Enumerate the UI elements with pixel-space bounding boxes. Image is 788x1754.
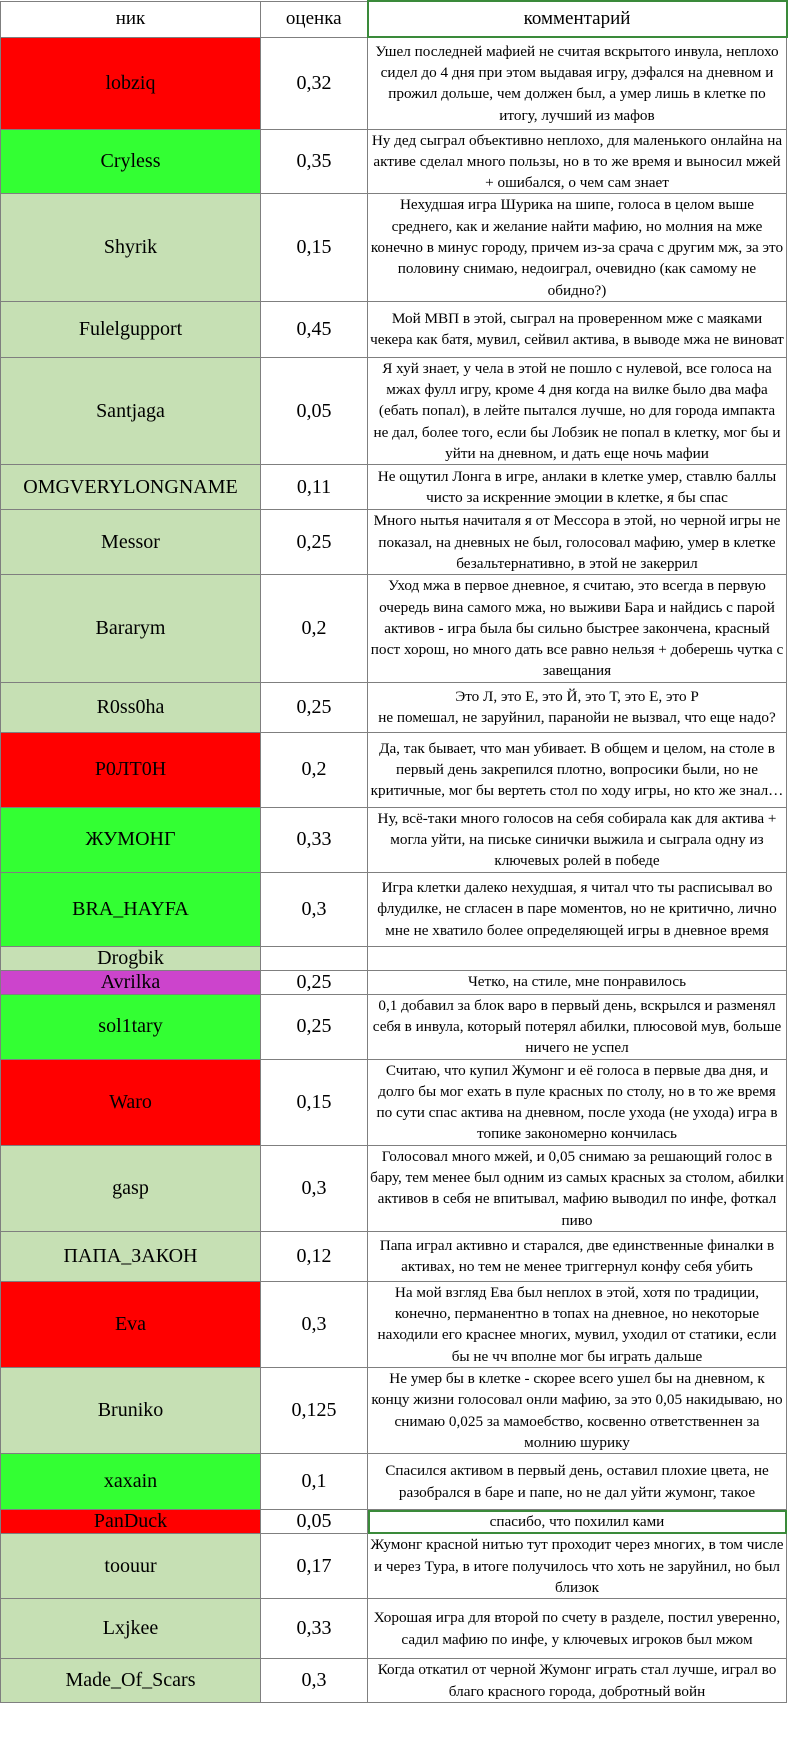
comment-cell[interactable]: Спасился активом в первый день, оставил плохие цвета, не разобрался в баре и папе, но не дал уйти жумонг, такое [368,1454,787,1510]
score-cell[interactable]: 0,3 [261,1145,368,1231]
table-body [1,1,787,1703]
table-row [1,194,787,301]
nick-cell[interactable]: Cryless [1,129,261,194]
nick-cell[interactable]: PanDuck [1,1510,261,1534]
score-cell[interactable]: 0,05 [261,357,368,464]
score-cell[interactable]: 0,25 [261,682,368,732]
table-row [1,682,787,732]
score-cell[interactable]: 0,125 [261,1368,368,1454]
score-cell[interactable]: 0,33 [261,1599,368,1659]
comment-cell[interactable]: Голосовал много мжей, и 0,05 снимаю за решающий голос в бару, тем менее был одним из самых красных за столом, абилки активов в себя не впитывал, мафию выводил по инфе, фоткал пиво [368,1145,787,1231]
comment-cell[interactable]: Четко, на стиле, мне понравилось [368,970,787,994]
comment-cell[interactable]: Нехудшая игра Шурика на шипе, голоса в целом выше среднего, как и желание найти мафию, но молния на мже конечно в минус городу, причем из-за срача с другим мж, за это половину снимаю, недоиграл, очевидно (как самому не обидно?) [368,194,787,301]
comment-cell[interactable]: Уход мжа в первое дневное, я считаю, это всегда в первую очередь вина самого мжа, но выживи Бара и найдись с парой активов - игра была бы сильно быстрее закончена, красный пост хорош, но много дать все равно нельзя + доберешь чутка с завещания [368,575,787,682]
table-row [1,465,787,510]
nick-cell[interactable]: Fulelgupport [1,301,261,357]
table-row [1,1454,787,1510]
nick-cell[interactable]: Drogbik [1,946,261,970]
table-row [1,946,787,970]
table-row [1,1059,787,1145]
score-cell[interactable]: 0,1 [261,1454,368,1510]
comment-cell[interactable]: Это Л, это Е, это Й, это Т, это Е, это Р не помешал, не заруйнил, паранойи не вызвал, что еще надо? [368,682,787,732]
comment-cell[interactable]: Жумонг красной нитью тут проходит через многих, в том числе и через Тура, в итоге получилось что хоть не заруйнил, но был близок [368,1534,787,1599]
score-cell[interactable]: 0,12 [261,1231,368,1281]
nick-cell[interactable]: BRA_HAYFA [1,872,261,946]
table-row [1,129,787,194]
table-row [1,301,787,357]
comment-cell[interactable]: Хорошая игра для второй по счету в разделе, постил уверенно, садил мафию по инфе, у ключевых игроков был мжом [368,1599,787,1659]
table-row [1,1281,787,1367]
table-row [1,37,787,129]
score-cell[interactable]: 0,11 [261,465,368,510]
table-row [1,575,787,682]
comment-cell[interactable] [368,946,787,970]
header-score[interactable]: оценка [261,1,368,37]
score-cell[interactable]: 0,25 [261,970,368,994]
score-cell[interactable]: 0,3 [261,1659,368,1703]
nick-cell[interactable]: Waro [1,1059,261,1145]
score-cell[interactable]: 0,17 [261,1534,368,1599]
nick-cell[interactable]: Eva [1,1281,261,1367]
comment-cell[interactable]: Папа играл активно и старался, две единственные финалки в активах, но тем не менее триггернул конфу себя убить [368,1231,787,1281]
score-cell[interactable] [261,946,368,970]
nick-cell[interactable]: gasp [1,1145,261,1231]
comment-cell[interactable]: Я хуй знает, у чела в этой не пошло с нулевой, все голоса на мжах фулл игру, кроме 4 дня когда на вилке было два мафа (ебать попал), в лейте пытался лучше, но для города импакта не дал, более того, если бы Лобзик не попал в клетку, мог бы и уйти на дневном, и дать еще ночь мафии [368,357,787,464]
table-row [1,1368,787,1454]
score-cell[interactable]: 0,33 [261,807,368,872]
nick-cell[interactable]: Shyrik [1,194,261,301]
score-cell[interactable]: 0,35 [261,129,368,194]
score-cell[interactable]: 0,2 [261,575,368,682]
comment-cell[interactable]: Да, так бывает, что ман убивает. В общем и целом, на столе в первый день закрепился плотно, вопросики были, но не критичные, мог бы вертеть стол по ходу игры, но кто же знал… [368,732,787,807]
comment-cell[interactable]: Мой МВП в этой, сыграл на проверенном мже с маяками чекера как батя, мувил, сейвил актива, в выводе мжа не виноват [368,301,787,357]
comment-cell[interactable]: Много нытья начиталя я от Мессора в этой, но черной игры не показал, на дневных не был, голосовал мафию, умер в клетке безальтернативно, в этой не закеррил [368,510,787,575]
score-cell[interactable]: 0,3 [261,872,368,946]
table-row [1,872,787,946]
comment-cell[interactable]: 0,1 добавил за блок варо в первый день, вскрылся и разменял себя в инвула, который потерял абилки, плюсовой мув, больше ничего не успел [368,994,787,1059]
nick-cell[interactable]: toouur [1,1534,261,1599]
nick-cell[interactable]: Avrilka [1,970,261,994]
header-nick[interactable]: ник [1,1,261,37]
table-row [1,807,787,872]
score-cell[interactable]: 0,05 [261,1510,368,1534]
nick-cell[interactable]: ПАПА_ЗАКОН [1,1231,261,1281]
comment-cell[interactable]: Ну дед сыграл объективно неплохо, для маленького онлайна на активе сделал много пользы, но в то же время и выносил мжей + ошибался, о чем сам знает [368,129,787,194]
comment-cell[interactable]: Ушел последней мафией не считая вскрытого инвула, неплохо сидел до 4 дня при этом выдавая игру, дэфался на дневном и прожил дольше, чем должен был, а умер лишь в клетке по итогу, лучший из мафов [368,37,787,129]
comment-cell[interactable]: Считаю, что купил Жумонг и её голоса в первые два дня, и долго бы мог ехать в пуле красных по столу, но в то же время по сути спас актива на дневном, после ухода (не ухода) игра в топике закономерно кончилась [368,1059,787,1145]
nick-cell[interactable]: Made_Of_Scars [1,1659,261,1703]
nick-cell[interactable]: Lxjkee [1,1599,261,1659]
header-comment[interactable]: комментарий [368,1,787,37]
table-row [1,732,787,807]
comment-cell[interactable]: На мой взгляд Ева был неплох в этой, хотя по традиции, конечно, перманентно в топах на дневное, но некоторые находили его краснее многих, мувил, уходил от статики, если бы не чч вполне мог бы играть дальше [368,1281,787,1367]
comment-cell[interactable]: Игра клетки далеко нехудшая, я читал что ты расписывал во флудилке, не сгласен в паре моментов, но не критично, лично мне не хватило более определяющей игры в дневное время [368,872,787,946]
nick-cell[interactable]: P0ЛT0H [1,732,261,807]
nick-cell[interactable]: R0ss0ha [1,682,261,732]
score-cell[interactable]: 0,15 [261,1059,368,1145]
comment-cell[interactable]: Когда откатил от черной Жумонг играть стал лучше, играл во благо красного города, добротный войн [368,1659,787,1703]
nick-cell[interactable]: xaxain [1,1454,261,1510]
table-row [1,1231,787,1281]
score-cell[interactable]: 0,2 [261,732,368,807]
comment-cell[interactable]: Не умер бы в клетке - скорее всего ушел бы на дневном, к концу жизни голосовал онли мафию, за это 0,05 накидываю, но снимаю 0,025 за мамоебство, косвенно ответственнен за молнию шурику [368,1368,787,1454]
nick-cell[interactable]: Messor [1,510,261,575]
nick-cell[interactable]: sol1tary [1,994,261,1059]
comment-cell[interactable]: Ну, всё-таки много голосов на себя собирала как для актива + могла уйти, на письке синички выжила и сыграла одну из ключевых ролей в победе [368,807,787,872]
nick-cell[interactable]: ЖУМОНГ [1,807,261,872]
comment-cell[interactable]: Не ощутил Лонга в игре, анлаки в клетке умер, ставлю баллы чисто за искренние эмоции в клетке, я бы спас [368,465,787,510]
nick-cell[interactable]: Bararym [1,575,261,682]
nick-cell[interactable]: Bruniko [1,1368,261,1454]
score-cell[interactable]: 0,25 [261,510,368,575]
score-cell[interactable]: 0,25 [261,994,368,1059]
nick-cell[interactable]: Santjaga [1,357,261,464]
score-cell[interactable]: 0,3 [261,1281,368,1367]
table-row [1,970,787,994]
table-row [1,1145,787,1231]
table-row [1,1534,787,1599]
nick-cell[interactable]: lobziq [1,37,261,129]
table-row [1,1599,787,1659]
header-row [1,1,787,37]
score-cell[interactable]: 0,45 [261,301,368,357]
table-row [1,994,787,1059]
table-row [1,1659,787,1703]
table-row [1,1510,787,1534]
comment-cell[interactable]: спасибо, что похилил ками [368,1510,787,1534]
nick-cell[interactable]: OMGVERYLONGNAME [1,465,261,510]
table-row [1,510,787,575]
score-cell[interactable]: 0,15 [261,194,368,301]
score-cell[interactable]: 0,32 [261,37,368,129]
table-row [1,357,787,464]
